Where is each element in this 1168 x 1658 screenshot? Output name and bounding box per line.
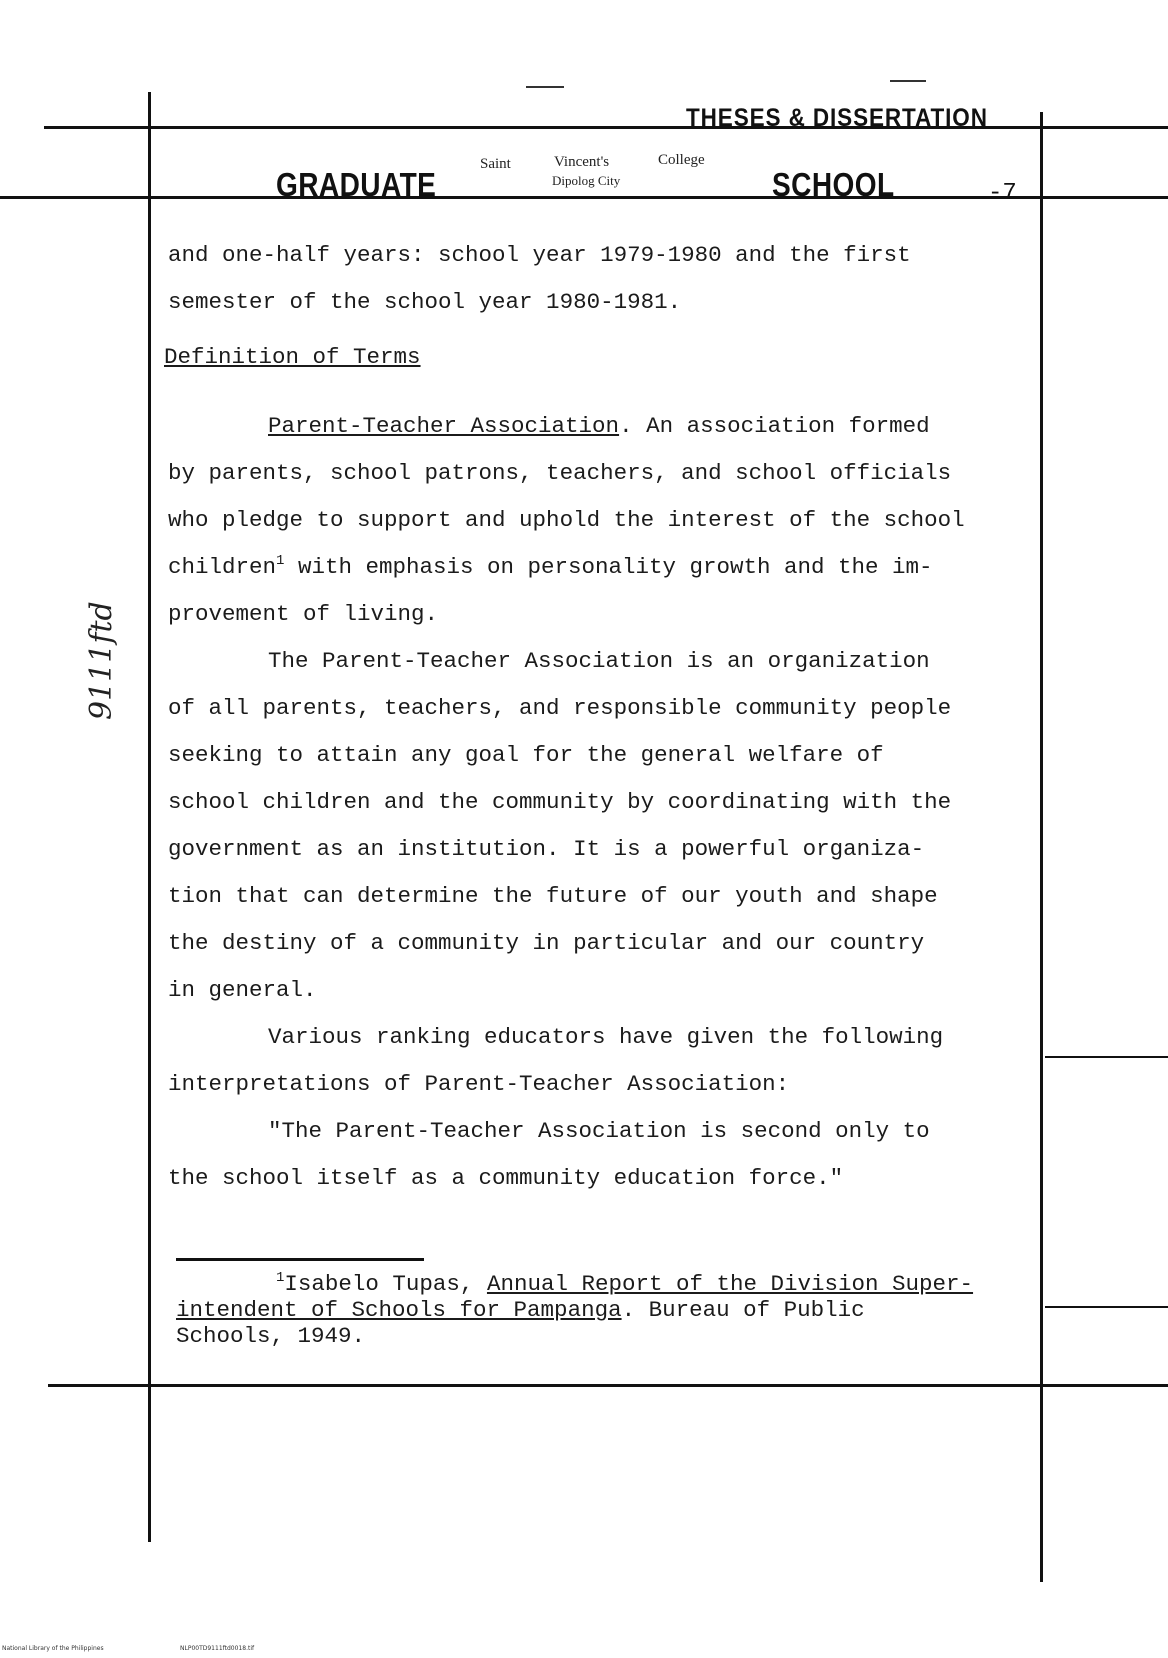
theses-stamp: THESES & DISSERTATION: [686, 104, 988, 132]
children-rest: with emphasis on personality growth and the im-: [284, 554, 933, 580]
para-first-line: The Parent-Teacher Association is an organization: [268, 648, 930, 674]
text-line: by parents, school patrons, teachers, and school officials: [168, 460, 952, 486]
right-tick-1: [1045, 1056, 1168, 1058]
text-line: interpretations of Parent-Teacher Association:: [168, 1071, 790, 1097]
para-first-line: Various ranking educators have given the following: [268, 1024, 944, 1050]
text-line: semester of the school year 1980-1981.: [168, 289, 682, 315]
footnote-publisher: . Bureau of Public: [621, 1297, 865, 1323]
footnote-title: intendent of Schools for Pampanga: [176, 1297, 622, 1323]
text-line: of all parents, teachers, and responsible community people: [168, 695, 952, 721]
scan-mark: [890, 80, 926, 82]
term-line: [168, 403, 1048, 450]
defined-term: Parent-Teacher Association: [268, 413, 620, 439]
handwritten-call-number: 9111ftd: [84, 601, 119, 720]
scan-filename: NLP00TD9111ftd0018.tif: [180, 1645, 255, 1652]
text-line: government as an institution. It is a powerful organiza-: [168, 836, 925, 862]
college-name-vincents: Vincent's: [554, 154, 610, 170]
text-line: the destiny of a community in particular and our country: [168, 930, 925, 956]
right-tick-2: [1045, 1306, 1168, 1308]
scan-credit: National Library of the Philippines: [2, 1645, 104, 1652]
section-title: [164, 334, 1048, 381]
bottom-rule: [48, 1384, 1168, 1387]
top-rule: [44, 126, 1168, 129]
body-text: [164, 232, 1048, 1202]
footnote-author: Isabelo Tupas,: [284, 1271, 487, 1297]
page-number: -7: [988, 180, 1017, 207]
children-word: children: [168, 554, 277, 580]
header-graduate: GRADUATE: [276, 166, 437, 203]
text-line: and one-half years: school year 1979-1980 and the first: [168, 242, 911, 268]
text-line: tion that can determine the future of our youth and shape: [168, 883, 938, 909]
footnote-title: Annual Report of the Division Super-: [486, 1271, 974, 1297]
text-line: seeking to attain any goal for the general welfare of: [168, 742, 884, 768]
college-name-saint: Saint: [480, 156, 511, 172]
footnote: [176, 1271, 1056, 1349]
text-line: who pledge to support and uphold the interest of the school: [168, 507, 965, 533]
college-city: Dipolog City: [552, 173, 621, 188]
section-title-text: Definition of Terms: [164, 344, 421, 370]
footnote-reference: 1: [276, 553, 285, 569]
footnote-line: [176, 1271, 1056, 1297]
quote-line: the school itself as a community education force.": [168, 1165, 844, 1191]
text-line: provement of living.: [168, 601, 439, 627]
footnote-line: [176, 1297, 1056, 1323]
left-margin-rule: [148, 92, 151, 1542]
text-line: school children and the community by coordinating with the: [168, 789, 952, 815]
footnote-rule: [176, 1258, 424, 1261]
footnote-line: Schools, 1949.: [176, 1323, 366, 1349]
footnote-number: 1: [276, 1270, 285, 1286]
college-name-college: College: [658, 152, 705, 168]
quote-first-line: "The Parent-Teacher Association is second only to: [268, 1118, 930, 1144]
header-school: SCHOOL: [772, 166, 895, 203]
definition-start: . An association formed: [619, 413, 930, 439]
scan-mark: [526, 86, 564, 88]
text-line: in general.: [168, 977, 317, 1003]
text-line: [168, 544, 1048, 591]
